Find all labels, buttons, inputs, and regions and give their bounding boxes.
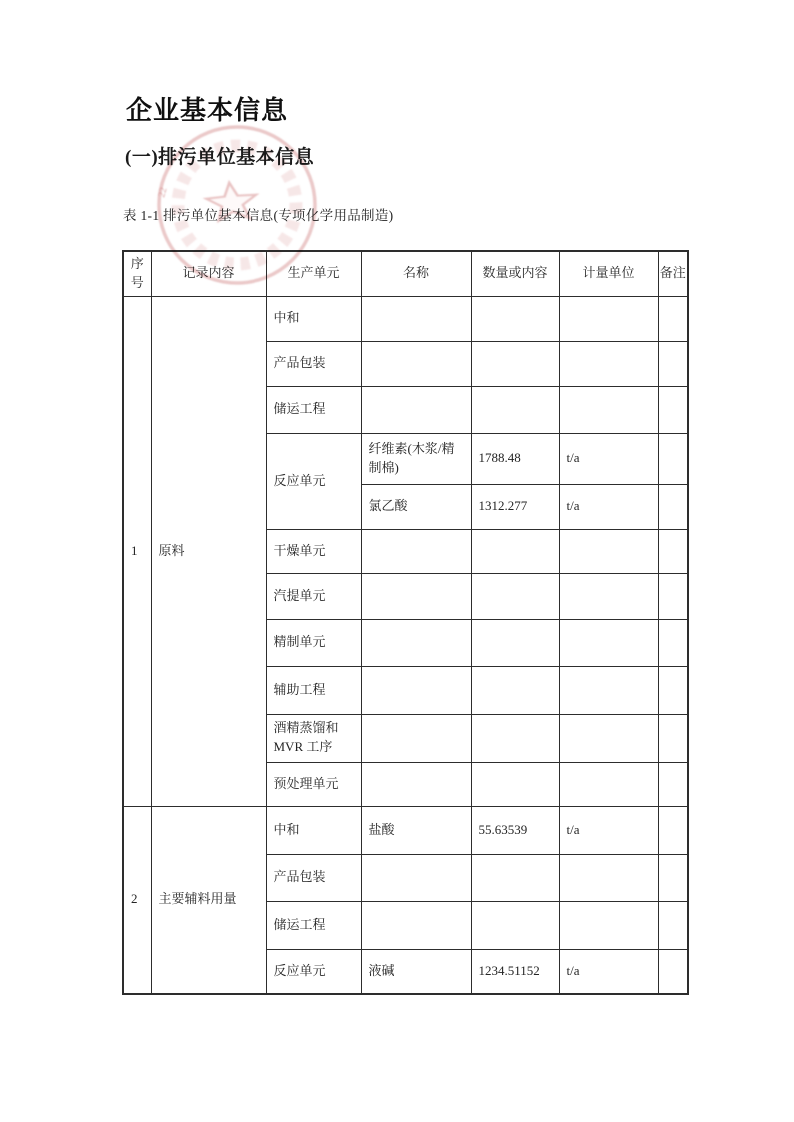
unit-cell: 酒精蒸馏和MVR 工序 (266, 714, 361, 762)
measure-cell (559, 529, 658, 573)
unit-cell: 干燥单元 (266, 529, 361, 573)
unit-cell: 反应单元 (266, 949, 361, 994)
qty-cell (471, 386, 559, 433)
name-cell (361, 386, 471, 433)
note-cell (658, 949, 688, 994)
header-row (123, 251, 688, 296)
unit-cell: 储运工程 (266, 901, 361, 949)
note-cell (658, 901, 688, 949)
note-cell (658, 433, 688, 484)
measure-cell (559, 619, 658, 666)
measure-cell (559, 666, 658, 714)
note-cell (658, 714, 688, 762)
qty-cell: 1234.51152 (471, 949, 559, 994)
qty-cell (471, 296, 559, 341)
note-cell (658, 854, 688, 901)
section-heading: (一)排污单位基本信息 (125, 147, 315, 168)
qty-cell (471, 341, 559, 386)
unit-cell: 预处理单元 (266, 762, 361, 806)
name-cell (361, 714, 471, 762)
note-cell (658, 386, 688, 433)
measure-cell (559, 901, 658, 949)
qty-cell (471, 666, 559, 714)
measure-cell: t/a (559, 484, 658, 529)
unit-cell: 产品包装 (266, 341, 361, 386)
seal-serial-digits: 22 (156, 186, 170, 199)
col-header-name: 名称 (361, 251, 471, 296)
note-cell (658, 529, 688, 573)
measure-cell (559, 854, 658, 901)
name-cell: 纤维素(木浆/精制棉) (361, 433, 471, 484)
name-cell (361, 529, 471, 573)
measure-cell (559, 762, 658, 806)
unit-cell: 中和 (266, 296, 361, 341)
table-caption: 表 1-1 排污单位基本信息(专项化学用品制造) (123, 208, 394, 223)
seq-cell: 2 (123, 806, 151, 994)
name-cell (361, 901, 471, 949)
category-cell: 原料 (151, 296, 266, 806)
name-cell: 氯乙酸 (361, 484, 471, 529)
qty-cell (471, 901, 559, 949)
measure-cell (559, 341, 658, 386)
qty-cell (471, 529, 559, 573)
qty-cell: 1788.48 (471, 433, 559, 484)
table-row (123, 806, 688, 854)
note-cell (658, 762, 688, 806)
measure-cell (559, 296, 658, 341)
note-cell (658, 341, 688, 386)
qty-cell (471, 714, 559, 762)
unit-cell: 辅助工程 (266, 666, 361, 714)
qty-cell: 55.63539 (471, 806, 559, 854)
col-header-quantity: 数量或内容 (471, 251, 559, 296)
measure-cell: t/a (559, 949, 658, 994)
col-header-production-unit: 生产单元 (266, 251, 361, 296)
table-row (123, 296, 688, 341)
col-header-measure-unit: 计量单位 (559, 251, 658, 296)
seq-cell: 1 (123, 296, 151, 806)
measure-cell (559, 386, 658, 433)
qty-cell (471, 854, 559, 901)
category-cell: 主要辅料用量 (151, 806, 266, 994)
unit-cell: 中和 (266, 806, 361, 854)
col-header-note: 备注 (658, 251, 688, 296)
measure-cell (559, 714, 658, 762)
measure-cell (559, 573, 658, 619)
name-cell (361, 341, 471, 386)
measure-cell: t/a (559, 806, 658, 854)
unit-cell: 产品包装 (266, 854, 361, 901)
name-cell (361, 619, 471, 666)
name-cell (361, 762, 471, 806)
note-cell (658, 666, 688, 714)
unit-cell: 汽提单元 (266, 573, 361, 619)
col-header-seq: 序号 (123, 251, 151, 296)
name-cell: 盐酸 (361, 806, 471, 854)
basic-info-table (122, 250, 689, 995)
name-cell: 液碱 (361, 949, 471, 994)
name-cell (361, 296, 471, 341)
unit-cell: 反应单元 (266, 433, 361, 529)
name-cell (361, 573, 471, 619)
note-cell (658, 484, 688, 529)
note-cell (658, 619, 688, 666)
measure-cell: t/a (559, 433, 658, 484)
note-cell (658, 296, 688, 341)
note-cell (658, 573, 688, 619)
name-cell (361, 666, 471, 714)
qty-cell (471, 619, 559, 666)
unit-cell: 储运工程 (266, 386, 361, 433)
col-header-record-content: 记录内容 (151, 251, 266, 296)
note-cell (658, 806, 688, 854)
unit-cell: 精制单元 (266, 619, 361, 666)
qty-cell: 1312.277 (471, 484, 559, 529)
qty-cell (471, 762, 559, 806)
qty-cell (471, 573, 559, 619)
name-cell (361, 854, 471, 901)
page-title: 企业基本信息 (126, 96, 289, 125)
